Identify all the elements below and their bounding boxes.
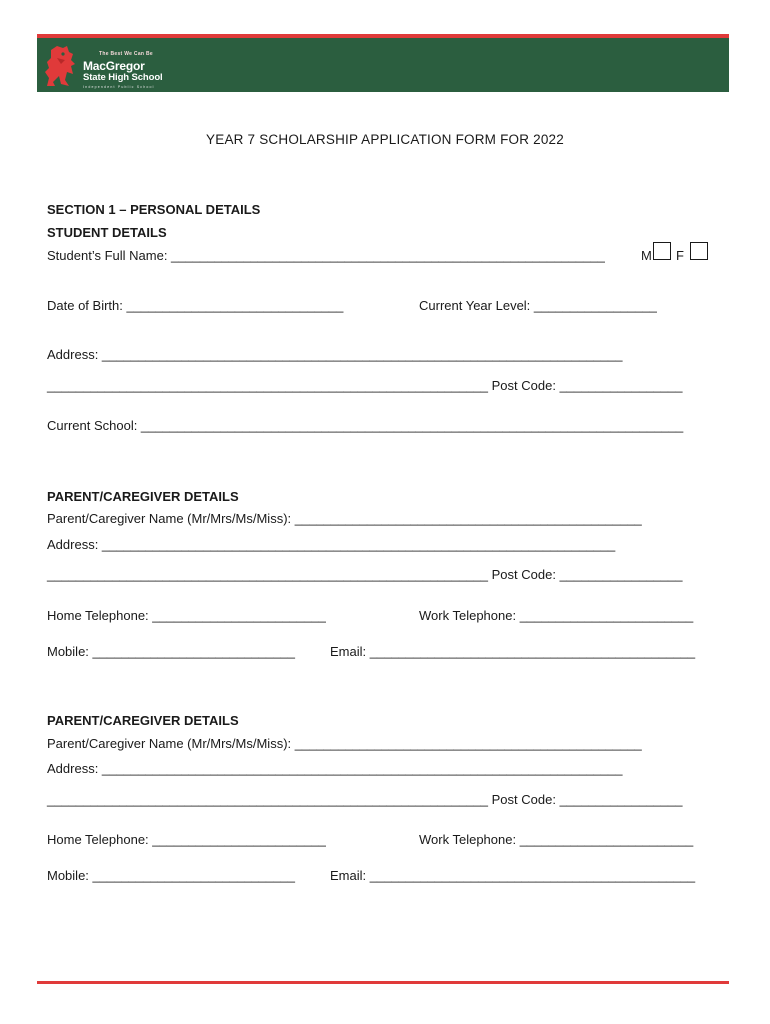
parent1-mobile-field[interactable]: Mobile: ____________________________ [47,644,295,659]
parent1-email-field[interactable]: Email: _____________________________________________ [330,644,696,659]
footer-divider [37,981,729,984]
parent1-address-field[interactable]: Address: _______________________________________________________________________ [47,537,616,552]
female-checkbox[interactable] [690,242,708,260]
logo-school-name: MacGregor [83,59,145,73]
section1-heading: SECTION 1 – PERSONAL DETAILS [47,202,261,217]
form-title: YEAR 7 SCHOLARSHIP APPLICATION FORM FOR 2022 [206,132,564,147]
logo-school-type: State High School [83,72,163,83]
current-year-level-field[interactable]: Current Year Level: _________________ [419,298,657,313]
parent2-postcode-field[interactable]: _____________________________________________________________ Post Code: _________________ [47,792,683,807]
female-label: F [676,248,684,263]
parent1-heading: PARENT/CAREGIVER DETAILS [47,489,239,504]
logo-motto: The Best We Can Be [99,51,153,57]
logo-tagline: Independent Public School [83,85,155,89]
date-of-birth-field[interactable]: Date of Birth: ______________________________ [47,298,344,313]
parent2-work-telephone-field[interactable]: Work Telephone: ________________________ [419,832,694,847]
student-postcode-field[interactable]: _____________________________________________________________ Post Code: _________________ [47,378,683,393]
student-address-field[interactable]: Address: ________________________________________________________________________ [47,347,623,362]
parent1-work-telephone-field[interactable]: Work Telephone: ________________________ [419,608,694,623]
male-label: M [641,248,652,263]
parent1-home-telephone-field[interactable]: Home Telephone: ________________________ [47,608,326,623]
school-header-banner [37,34,729,92]
student-details-heading: STUDENT DETAILS [47,225,167,240]
parent2-address-field[interactable]: Address: ________________________________________________________________________ [47,761,623,776]
parent2-name-field[interactable]: Parent/Caregiver Name (Mr/Mrs/Ms/Miss): ________________________________________________ [47,736,642,751]
school-logo [43,42,183,92]
parent2-email-field[interactable]: Email: _____________________________________________ [330,868,696,883]
parent2-mobile-field[interactable]: Mobile: ____________________________ [47,868,295,883]
parent1-postcode-field[interactable]: _____________________________________________________________ Post Code: _________________ [47,567,683,582]
student-full-name-field[interactable]: Student’s Full Name: ____________________________________________________________ [47,248,605,263]
current-school-field[interactable]: Current School: ___________________________________________________________________________ [47,418,684,433]
male-checkbox[interactable] [653,242,671,260]
lion-crest-icon [43,44,79,88]
parent2-home-telephone-field[interactable]: Home Telephone: ________________________ [47,832,326,847]
parent2-heading: PARENT/CAREGIVER DETAILS [47,713,239,728]
parent1-name-field[interactable]: Parent/Caregiver Name (Mr/Mrs/Ms/Miss): ________________________________________________ [47,511,642,526]
